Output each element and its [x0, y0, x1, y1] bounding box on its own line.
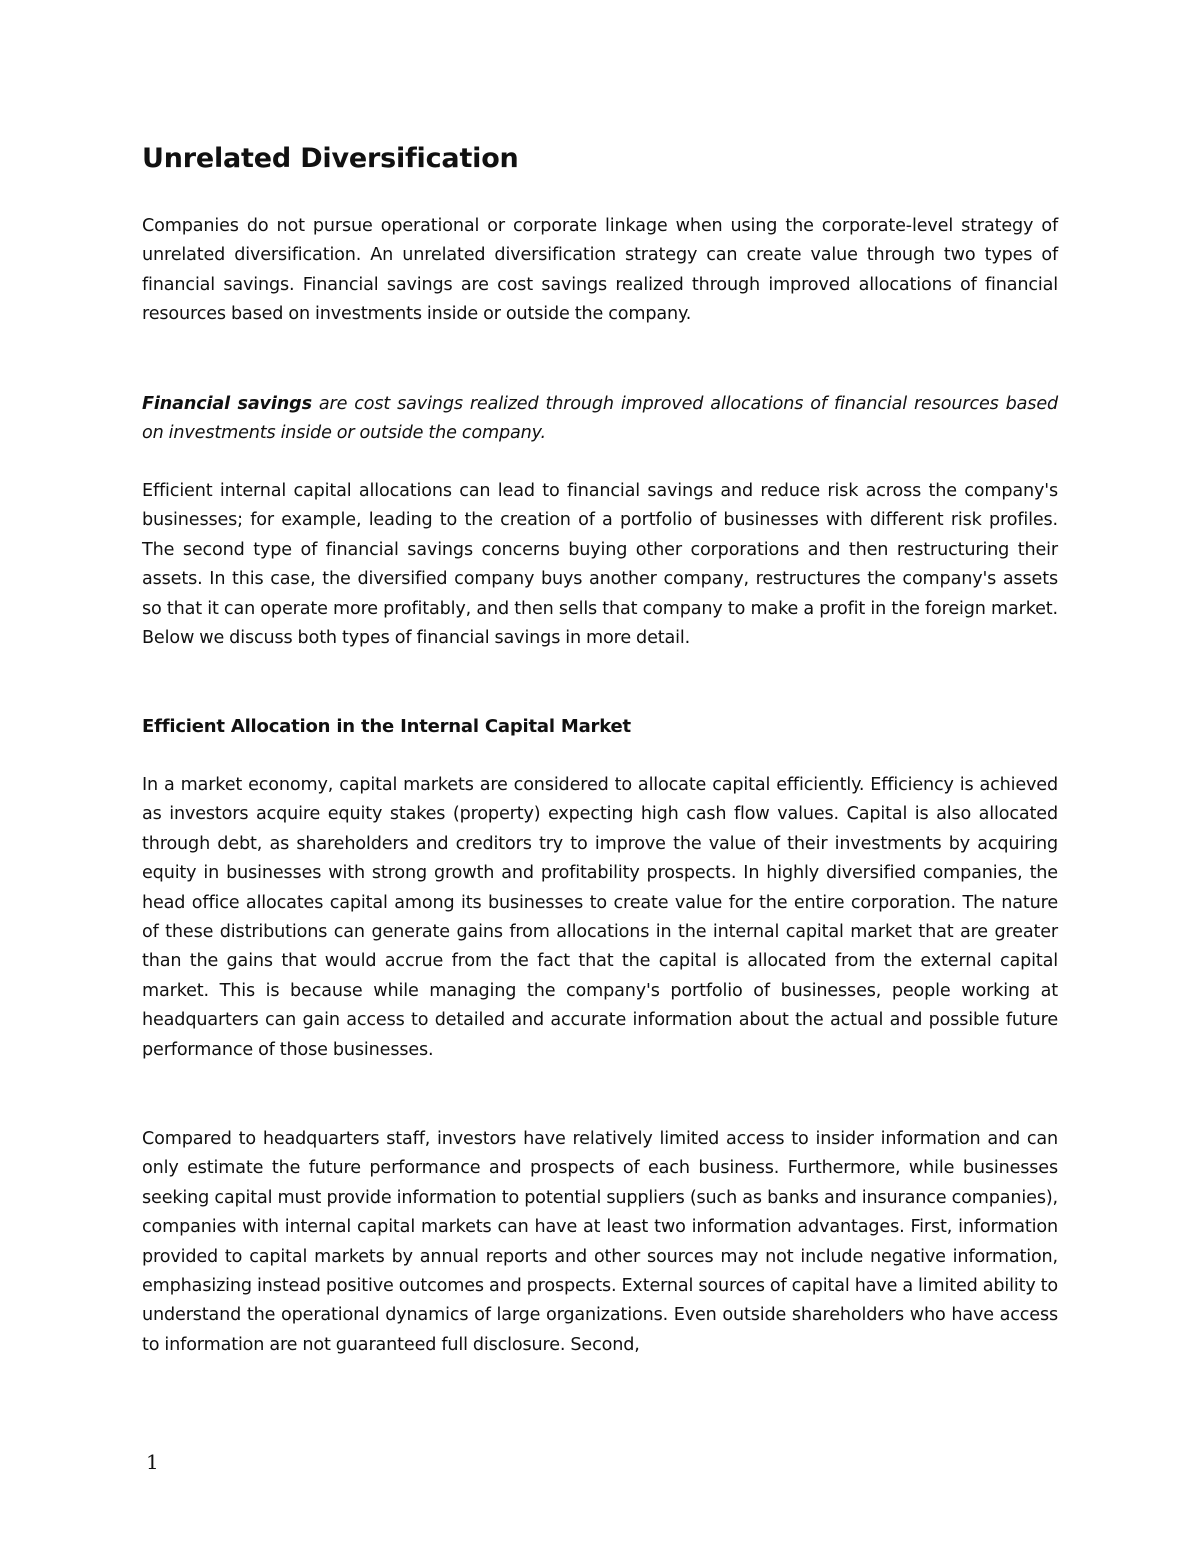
page-number: 1 — [146, 1450, 159, 1474]
page-title: Unrelated Diversification — [142, 143, 519, 174]
section-subheading: Efficient Allocation in the Internal Capital Market — [142, 716, 631, 737]
definition-paragraph — [142, 390, 1058, 449]
financial-savings-paragraph: Efficient internal capital allocations can lead to financial savings and reduce risk across the company's businesses; for example, leading to the creation of a portfolio of businesses with different risk profiles. The second type of financial savings concerns buying other corporations and then restructuring their assets. In this case, the diversified company buys another company, restructures the company's assets so that it can operate more profitably, and then sells that company to make a profit in the foreign market. Below we discuss both types of financial savings in more detail. — [142, 481, 1058, 649]
definition-text: are cost savings realized through improved allocations of financial resources based on investments inside or outside the company. — [142, 394, 1059, 444]
definition-term: Financial savings — [142, 394, 312, 414]
information-advantage-paragraph: Compared to headquarters staff, investors have relatively limited access to insider information and can only estimate the future performance and prospects of each business. Furthermore, while businesses seeking capital must provide information to potential suppliers (such as banks and insurance companies), companies with internal capital markets can have at least two information advantages. First, information provided to capital markets by annual reports and other sources may not include negative information, emphasizing instead positive outcomes and prospects. External sources of capital have a limited ability to understand the operational dynamics of large organizations. Even outside shareholders who have access to information are not guaranteed full disclosure. Second, — [142, 1129, 1058, 1355]
internal-capital-paragraph: In a market economy, capital markets are considered to allocate capital efficiently. Efficiency is achieved as investors acquire equity stakes (property) expecting high cash flow values. Capital is also allocated through debt, as shareholders and creditors try to improve the value of their investments by acquiring equity in businesses with strong growth and profitability prospects. In highly diversified companies, the head office allocates capital among its businesses to create value for the entire corporation. The nature of these distributions can generate gains from allocations in the internal capital market that are greater than the gains that would accrue from the fact that the capital is allocated from the external capital market. This is because while managing the company's portfolio of businesses, people working at headquarters can gain access to detailed and accurate information about the actual and possible future performance of those businesses. — [142, 775, 1058, 1060]
intro-paragraph: Companies do not pursue operational or corporate linkage when using the corporate-level strategy of unrelated diversification. An unrelated diversification strategy can create value through two types of financial savings. Financial savings are cost savings realized through improved allocations of financial resources based on investments inside or outside the company. — [142, 216, 1058, 325]
